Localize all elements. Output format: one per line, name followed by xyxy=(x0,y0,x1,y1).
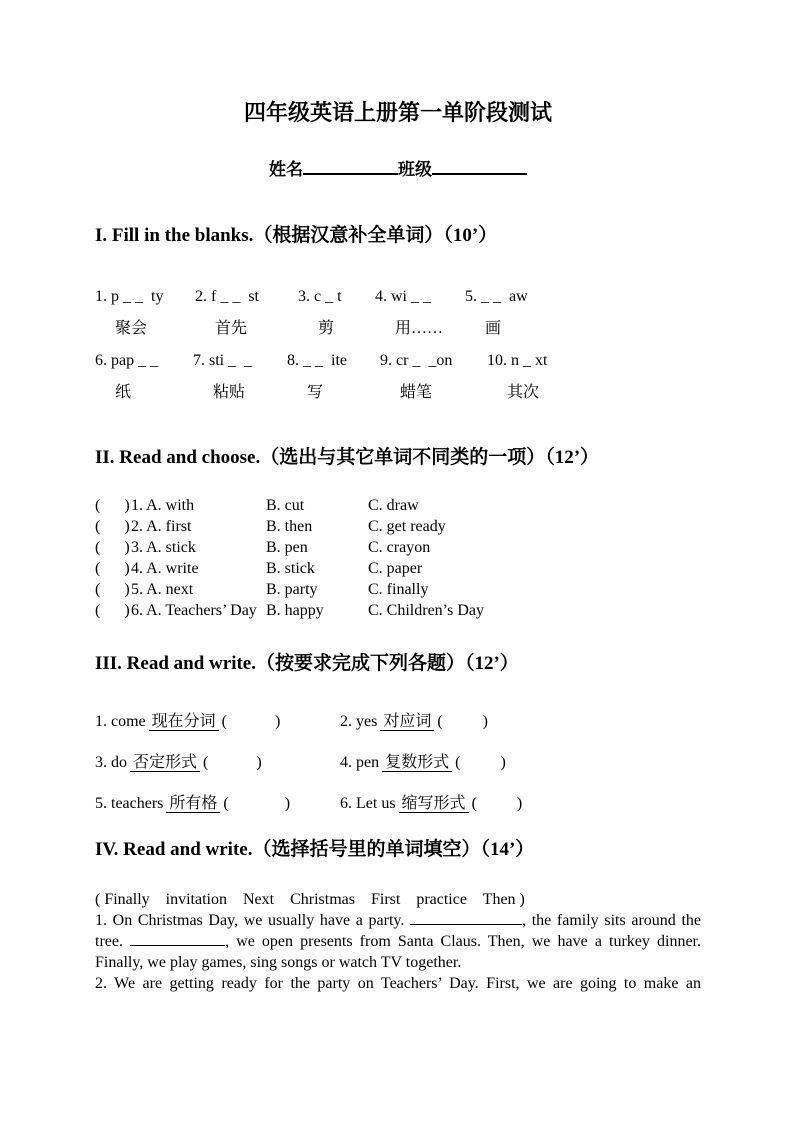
option-c: C. Children’s Day xyxy=(368,602,484,619)
word-with-blanks: 10. n _ xt xyxy=(487,352,548,369)
option-a: 1. A. with xyxy=(131,497,195,514)
word-bank: ( Finally invitation Next Christmas First practice Then ) xyxy=(95,891,525,908)
word-item-3 xyxy=(298,281,375,345)
item-word: 5. teachers xyxy=(95,795,164,812)
transform-type: 缩写形式 xyxy=(399,795,469,813)
answer-paren: ( ) xyxy=(95,497,130,514)
item-word: 6. Let us xyxy=(340,795,396,812)
transform-row-2 xyxy=(95,752,701,774)
item-word: 4. pen xyxy=(340,754,380,771)
section-2-read-and-choose xyxy=(95,445,701,621)
name-label: 姓名 xyxy=(269,160,303,179)
word-with-blanks: 9. cr _ _on xyxy=(380,352,453,369)
option-b: B. happy xyxy=(266,602,324,619)
choice-item-4 xyxy=(95,558,701,579)
answer-paren: ( ) xyxy=(95,581,130,598)
answer-blank: ( ) xyxy=(471,795,523,812)
section2-heading: II. Read and choose.（选出与其它单词不同类的一项）（12’） xyxy=(95,447,600,468)
transform-item-5 xyxy=(95,793,340,815)
word-hint-chinese: 蜡笔 xyxy=(400,384,433,401)
option-c: C. crayon xyxy=(368,539,431,556)
transform-item-2 xyxy=(340,711,488,733)
fill-blank-2 xyxy=(130,933,225,946)
section1-heading: I. Fill in the blanks.（根据汉意补全单词）（10’） xyxy=(95,225,498,246)
transform-type: 所有格 xyxy=(166,795,220,813)
word-item-9 xyxy=(380,345,487,409)
word-hint-chinese: 聚会 xyxy=(115,320,148,337)
item-word: 2. yes xyxy=(340,713,378,730)
option-b: B. party xyxy=(266,581,318,598)
option-b: B. stick xyxy=(266,560,315,577)
transform-type: 否定形式 xyxy=(130,754,200,772)
option-a: 2. A. first xyxy=(131,518,192,535)
word-hint-chinese: 纸 xyxy=(115,384,132,401)
transform-row-1 xyxy=(95,711,701,733)
item-word: 1. come xyxy=(95,713,146,730)
doc-title: 四年级英语上册第一单阶段测试 xyxy=(243,100,552,125)
word-with-blanks: 7. sti _ _ xyxy=(193,352,253,369)
word-with-blanks: 4. wi _ _ xyxy=(375,288,431,305)
choice-item-1 xyxy=(95,495,701,516)
choice-item-5 xyxy=(95,579,701,600)
word-item-8 xyxy=(287,345,380,409)
transform-type: 复数形式 xyxy=(382,754,452,772)
para-text: , the family sits around the tree. xyxy=(95,912,701,950)
word-item-4 xyxy=(375,281,465,345)
word-with-blanks: 5. _ _ aw xyxy=(465,288,528,305)
word-hint-chinese: 首先 xyxy=(215,320,248,337)
answer-blank: ( ) xyxy=(223,795,291,812)
section1-row1 xyxy=(95,281,701,345)
word-hint-chinese: 粘贴 xyxy=(213,384,246,401)
word-with-blanks: 6. pap _ _ xyxy=(95,352,159,369)
name-class-line xyxy=(95,158,701,181)
choice-item-2 xyxy=(95,516,701,537)
word-with-blanks: 1. p _ _ ty xyxy=(95,288,164,305)
word-item-1 xyxy=(95,281,195,345)
choice-item-3 xyxy=(95,537,701,558)
option-c: C. paper xyxy=(368,560,423,577)
option-c: C. draw xyxy=(368,497,419,514)
word-hint-chinese: 画 xyxy=(485,320,502,337)
transform-type: 现在分词 xyxy=(149,713,219,731)
class-blank xyxy=(432,159,527,175)
word-hint-chinese: 用…… xyxy=(395,320,444,337)
option-b: B. cut xyxy=(266,497,305,514)
choice-item-6 xyxy=(95,600,701,621)
section-3-read-and-write xyxy=(95,651,701,815)
answer-paren: ( ) xyxy=(95,560,130,577)
cloze-paragraph-1 xyxy=(95,910,701,973)
transform-type: 对应词 xyxy=(380,713,434,731)
option-a: 5. A. next xyxy=(131,581,194,598)
para-text: , we open presents from Santa Claus. Then, we have a turkey dinner. Finally, we play games, sing songs or watch TV together. xyxy=(95,933,701,971)
answer-paren: ( ) xyxy=(95,518,130,535)
section-4-cloze xyxy=(95,837,701,994)
word-hint-chinese: 写 xyxy=(307,384,324,401)
transform-item-1 xyxy=(95,711,340,733)
class-label: 班级 xyxy=(398,160,432,179)
option-a: 6. A. Teachers’ Day xyxy=(131,602,257,619)
transform-item-3 xyxy=(95,752,340,774)
transform-item-4 xyxy=(340,752,506,774)
transform-row-3 xyxy=(95,793,701,815)
section4-heading: IV. Read and write.（选择括号里的单词填空）（14’） xyxy=(95,839,535,860)
word-with-blanks: 3. c _ t xyxy=(298,288,342,305)
word-hint-chinese: 其次 xyxy=(507,384,540,401)
answer-paren: ( ) xyxy=(95,539,130,556)
item-word: 3. do xyxy=(95,754,127,771)
para-text: 1. On Christmas Day, we usually have a party. xyxy=(95,912,411,929)
option-c: C. finally xyxy=(368,581,429,598)
answer-blank: ( ) xyxy=(437,713,488,730)
fill-blank-1 xyxy=(410,912,522,925)
option-b: B. pen xyxy=(266,539,308,556)
word-item-7 xyxy=(193,345,287,409)
word-item-2 xyxy=(195,281,298,345)
word-item-6 xyxy=(95,345,193,409)
word-item-10 xyxy=(487,345,701,409)
transform-item-6 xyxy=(340,793,522,815)
word-with-blanks: 2. f _ _ st xyxy=(195,288,259,305)
section3-heading: III. Read and write.（按要求完成下列各题）（12’） xyxy=(95,653,519,674)
option-a: 4. A. write xyxy=(131,560,199,577)
word-with-blanks: 8. _ _ ite xyxy=(287,352,347,369)
option-c: C. get ready xyxy=(368,518,446,535)
option-a: 3. A. stick xyxy=(131,539,196,556)
option-b: B. then xyxy=(266,518,313,535)
answer-blank: ( ) xyxy=(203,754,262,771)
section-1-fill-in-blanks xyxy=(95,223,701,409)
section1-row2 xyxy=(95,345,701,409)
word-hint-chinese: 剪 xyxy=(318,320,335,337)
word-item-5 xyxy=(465,281,701,345)
cloze-paragraph-2: 2. We are getting ready for the party on Teachers’ Day. First, we are going to make an xyxy=(95,975,701,992)
answer-blank: ( ) xyxy=(221,713,281,730)
name-blank xyxy=(303,159,398,175)
answer-blank: ( ) xyxy=(455,754,506,771)
answer-paren: ( ) xyxy=(95,602,130,619)
